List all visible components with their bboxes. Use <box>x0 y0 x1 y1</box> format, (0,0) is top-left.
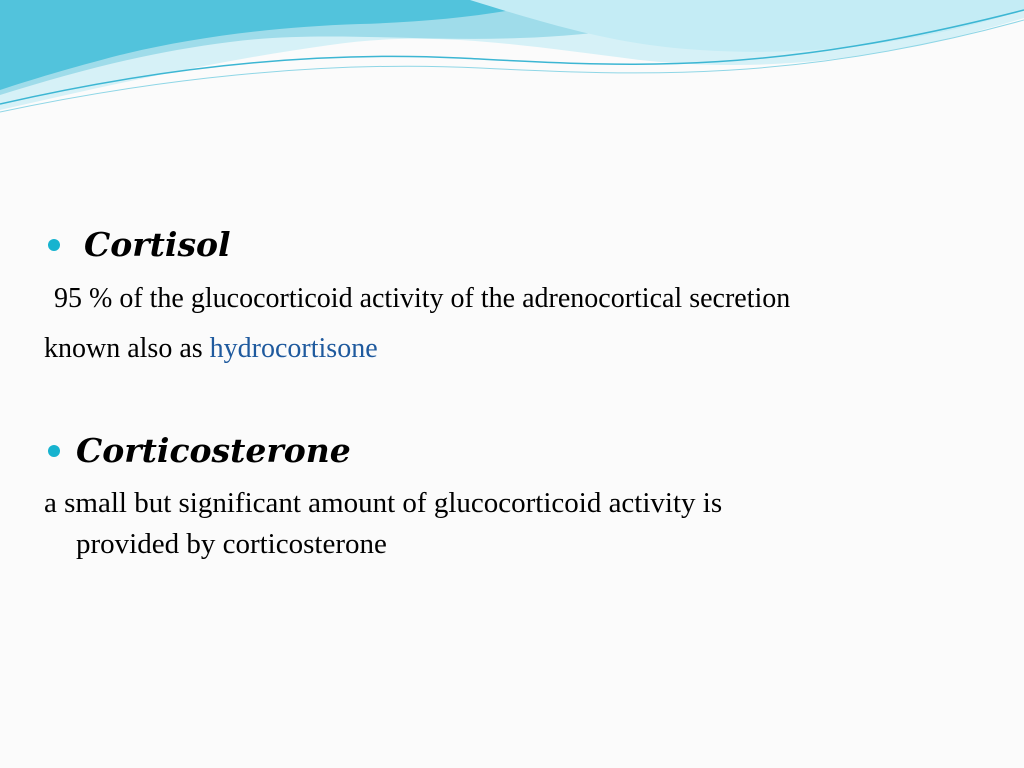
section-heading-corticosterone: Corticosterone <box>76 431 351 470</box>
section-heading-cortisol: Cortisol <box>84 225 231 264</box>
alias-prefix: known also as <box>44 333 210 364</box>
hydrocortisone-link[interactable]: hydrocortisone <box>209 333 378 364</box>
bullet-dot-icon <box>48 445 60 457</box>
cortisol-description-line: 95 % of the glucocorticoid activity of the adrenocortical secretion <box>54 283 791 314</box>
header-wave-decoration <box>0 0 1024 130</box>
corticosterone-description-line-2: provided by corticosterone <box>76 528 387 560</box>
bullet-dot-icon <box>48 239 60 251</box>
cortisol-alias-line <box>44 333 378 365</box>
corticosterone-description-line-1: a small but significant amount of glucocorticoid activity is <box>44 487 723 519</box>
